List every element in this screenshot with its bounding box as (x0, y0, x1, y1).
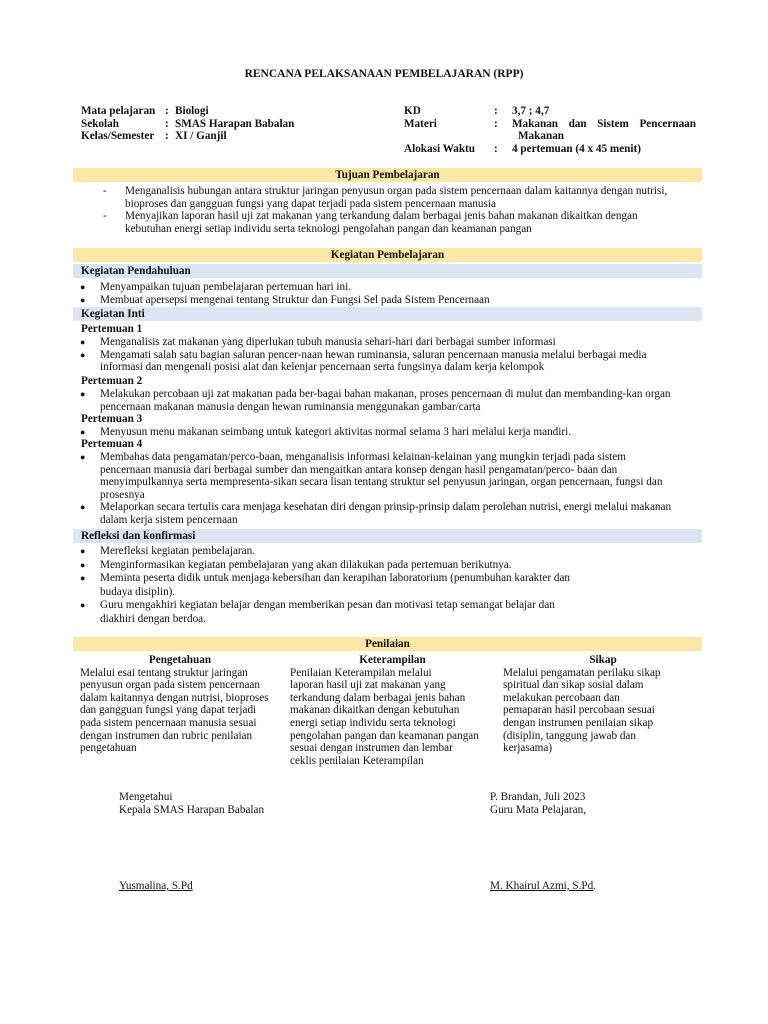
pertemuan-3-heading: Pertemuan 3 (81, 413, 143, 425)
info-row-materi: Materi : Makanan dan Sistem Pencernaan Makanan (404, 117, 696, 143)
penilaian-keterampilan: Keterampilan Penilaian Keterampilan melalui laporan hasil uji zat makanan yang terkandung dalam berbagai jenis bahan makanan dikaitkan dengan kebutuhan energi setiap individu serta teknologi pengolahan pangan dan keamanan pangan sesuai dengan instrumen dan lembar ceklis penilaian Keterampilan (290, 654, 479, 767)
penilaian-heading: Penilaian (73, 637, 702, 651)
pertemuan-2-heading: Pertemuan 2 (81, 375, 143, 387)
info-right (404, 105, 696, 155)
signature-left: Mengetahui Kepala SMAS Harapan Babalan (119, 791, 265, 816)
refleksi-list (80, 545, 695, 626)
refleksi-heading: Refleksi dan konfirmasi (73, 529, 702, 543)
pertemuan-1-heading: Pertemuan 1 (81, 323, 143, 335)
pendahuluan-heading: Kegiatan Pendahuluan (73, 264, 702, 278)
info-row-kelas: Kelas/Semester : XI / Ganjil (81, 130, 227, 143)
signature-left-name: Yusmalina, S.Pd (119, 880, 193, 892)
list-item: ● Menyampaikan tujuan pembelajaran pertemuan hari ini. (80, 281, 352, 293)
list-item: ● Mengamati salah satu bagian saluran pencer-naan hewan ruminansia, saluran pencernaan manusia melalui berbagai media informasi dan mengenali posisi alat dan kelenjar pencernaan serta fungsinya dalam kerja kelompok (80, 348, 647, 374)
list-item: ● Membuat apersepsi mengenai tentang Struktur dan Fungsi Sel pada Sistem Pencernaan (80, 293, 490, 306)
pendahuluan-list (80, 281, 695, 306)
list-item: ● Menginformasikan kegiatan pembelajaran yang akan dilakukan pada pertemuan berikutnya. (80, 558, 512, 571)
list-item: ● Melakukan percobaan uji zat makanan pada ber-bagai bahan makanan, proses pencernaan di mulut dan membanding-kan organ pencernaan makanan manusia dengan hewan ruminansia menggunakan gambar/carta (80, 388, 671, 413)
info-row-kd: KD : 3,7 ; 4,7 (404, 105, 550, 117)
pertemuan-2-list (80, 388, 695, 413)
list-item: ● Membahas data pengamatan/perco-baan, menganalisis informasi kelainan-kelainan yang mungkin terjadi pada sistem pencernaan manusia dari berbagai sumber dan mengaitkan antara konsep dengan hasil pengamatan/perco- baan dan menyimpulkannya serta mempresenta-sikan secara lisan tentang struktur sel penyusun jaringan, organ pencernaan, fungsi dan prosesnya (80, 451, 663, 501)
list-item: ● Merefleksi kegiatan pembelajaran. (80, 545, 255, 557)
info-row-mata-pelajaran: Mata pelajaran : Biologi (81, 105, 209, 117)
list-item: ● Melaporkan secara tertulis cara menjaga kesehatan diri dengan prinsip-prinsip dalam perolehan nutrisi, energi melalui makanan dalam kerja sistem pencernaan (80, 501, 672, 526)
signature-right: P. Brandan, Juli 2023 Guru Mata Pelajaran, (490, 791, 586, 816)
list-item: ● Meminta peserta didik untuk menjaga kebersihan dan kerapihan laboratorium (penumbuhan karakter dan budaya disiplin). (80, 572, 571, 598)
list-item: - Menyajikan laporan hasil uji zat makanan yang terkandung dalam berbagai jenis bahan makanan dikaitkan dengan kebutuhan energi setiap individu serta teknologi pengolahan pangan dan keamanan pangan (103, 210, 638, 235)
inti-heading: Kegiatan Inti (73, 307, 702, 321)
pertemuan-3-list (80, 426, 695, 439)
penilaian-sikap: Sikap Melalui pengamatan perilaku sikap spiritual dan sikap sosial dalam melakukan percobaan dan pemaparan hasil percobaan sesuai dengan instrumen penilaian sikap (disiplin, tanggung jawab dan kerjasama) (503, 654, 661, 755)
list-item: - Menganalisis hubungan antara struktur jaringan penyusun organ pada sistem pencernaan dalam kaitannya dengan nutrisi, bioproses dan gangguan fungsi yang dapat terjadi pada sistem pencernaan manusia (103, 185, 668, 210)
pertemuan-4-list (80, 451, 695, 527)
list-item: ● Guru mengakhiri kegiatan belajar dengan memberikan pesan dan motivasi tetap semangat belajar dan diakhiri dengan berdoa. (80, 599, 555, 625)
penilaian-pengetahuan: Pengetahuan Melalui esai tentang struktur jaringan penyusun organ pada sistem pencernaan dalam kaitannya dengan nutrisi, bioproses dan gangguan fungsi yang dapat terjadi pada sistem pencernaan manusia sesuai dengan instrumen dan rubric penilaian pengetahuan (80, 654, 269, 755)
list-item: ● Menyusun menu makanan seimbang untuk kategori aktivitas normal selama 3 hari melalui kerja mandiri. (80, 426, 571, 438)
tujuan-list (103, 185, 693, 235)
kegiatan-heading: Kegiatan Pembelajaran (73, 248, 702, 262)
info-row-alokasi: Alokasi Waktu : 4 pertemuan (4 x 45 menit) (404, 142, 641, 155)
list-item: ● Menganalisis zat makanan yang diperlukan tubuh manusia sehari-hari dari berbagai sumber informasi (80, 336, 556, 348)
info-left (81, 105, 401, 143)
pertemuan-4-heading: Pertemuan 4 (81, 438, 143, 450)
tujuan-heading: Tujuan Pembelajaran (73, 168, 702, 182)
signature-right-name: M. Khairul Azmi, S.Pd. (490, 880, 596, 892)
document-title: RENCANA PELAKSANAAN PEMBELAJARAN (RPP) (244, 68, 524, 80)
pertemuan-1-list (80, 336, 695, 374)
info-row-sekolah: Sekolah : SMAS Harapan Babalan (81, 117, 295, 130)
